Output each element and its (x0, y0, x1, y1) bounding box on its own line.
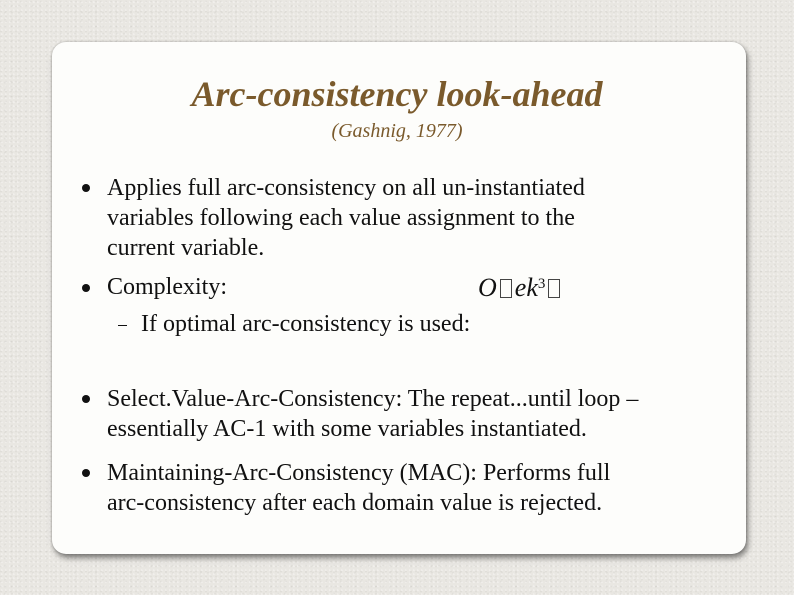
bullet-1-line-1: Applies full arc-consistency on all un-instantiated (107, 175, 585, 201)
slide-subtitle: (Gashnig, 1977) (331, 120, 463, 142)
bullet-3-line-1: Select.Value-Arc-Consistency: The repeat...until loop – (107, 386, 639, 412)
bullet-icon (82, 184, 90, 192)
formula-body: ek (514, 273, 538, 302)
bullet-3-line-2: essentially AC-1 with some variables instantiated. (107, 416, 587, 442)
formula-exponent: 3 (537, 276, 546, 292)
bullet-1-line-2: variables following each value assignment to the (107, 205, 575, 231)
bullet-icon (82, 469, 90, 477)
formula-o: O (478, 273, 497, 302)
bullet-2-line-1: Complexity: (107, 274, 227, 300)
dash-icon (118, 325, 127, 326)
slide-title: Arc-consistency look-ahead (191, 74, 603, 114)
missing-glyph-icon (500, 279, 512, 298)
missing-glyph-icon (548, 279, 560, 298)
bullet-4-line-2: arc-consistency after each domain value is rejected. (107, 490, 603, 516)
bullet-icon (82, 284, 90, 292)
bullet-4-line-1: Maintaining-Arc-Consistency (MAC): Performs full (107, 460, 611, 486)
sub-bullet-line-1: If optimal arc-consistency is used: (141, 311, 471, 337)
complexity-formula (478, 272, 563, 304)
bullet-icon (82, 395, 90, 403)
bullet-1-line-3: current variable. (107, 235, 265, 261)
